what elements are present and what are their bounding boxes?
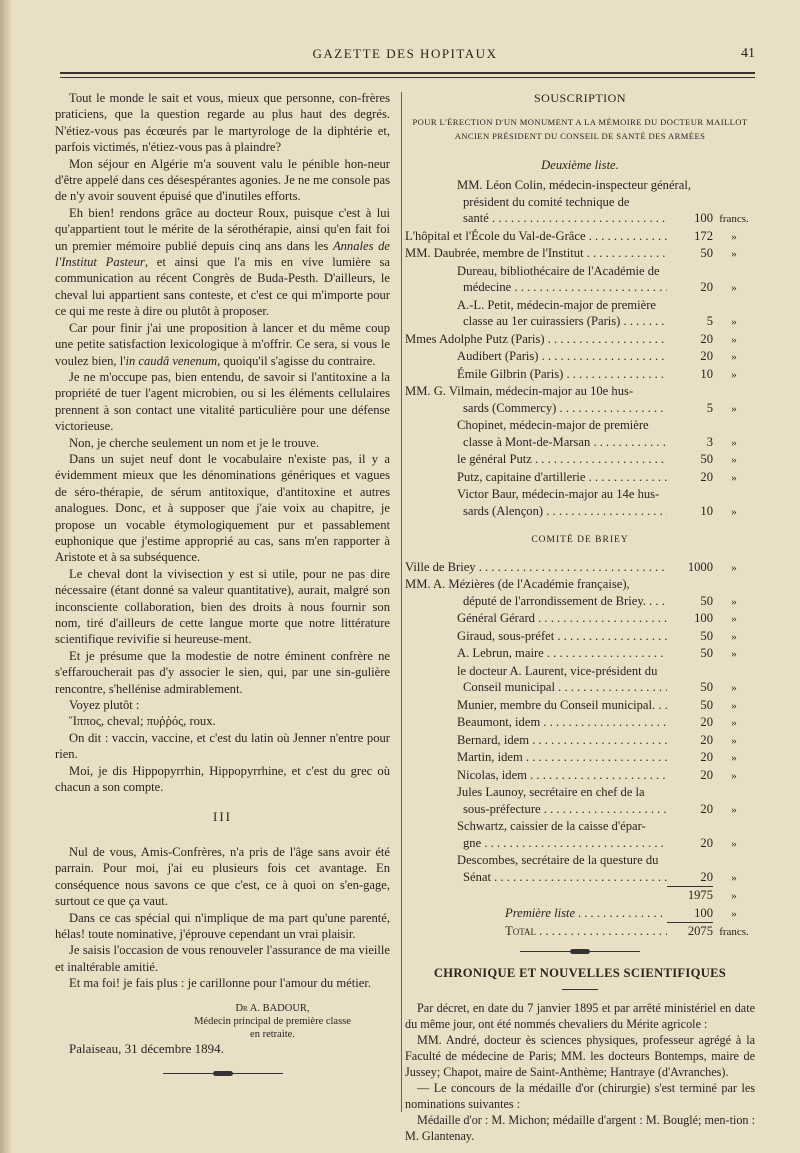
subscription-entry <box>405 469 755 487</box>
entry-unit: » <box>731 368 737 381</box>
committee-list <box>405 559 755 887</box>
page-binding-edge <box>0 0 12 1153</box>
entry-amount: 20 <box>700 869 713 884</box>
entry-amount: 100 <box>694 611 713 625</box>
paragraph: Non, je cherche seulement un nom et je le trouve. <box>69 435 320 450</box>
entry-amount: 20 <box>700 715 713 729</box>
entry-text: le docteur A. Laurent, vice-président du <box>457 663 658 678</box>
subscription-entry <box>405 714 755 732</box>
entry-amount: 5 <box>706 400 713 415</box>
entry-unit: » <box>731 648 737 660</box>
entry-label: sards (Alençon) . . . <box>405 503 667 520</box>
entry-unit: francs. <box>719 213 749 225</box>
subscription-entry <box>405 767 755 785</box>
entry-unit: » <box>731 630 737 643</box>
entry-label: sous-préfecture . . . <box>405 801 667 818</box>
entry-amount: 20 <box>700 750 713 764</box>
committee-title: COMITÉ DE BRIEY <box>531 535 629 545</box>
entry-label: Beaumont, idem . . . <box>405 714 667 731</box>
entry-text: Chopinet, médecin-major de première <box>457 418 649 432</box>
entry-label: Mmes Adolphe Putz (Paris) . . . <box>405 331 667 348</box>
entry-amount: 100 <box>694 211 713 225</box>
paragraph: Par décret, en date du 7 janvier 1895 et par arrêté ministériel en date du même jour, ont été nommés chevaliers du Mérite agricole : <box>405 1001 755 1031</box>
entry-text: Descombes, secrétaire de la questure du <box>457 853 659 867</box>
column-separator <box>401 92 402 1112</box>
total-label: Total . . . <box>405 923 667 940</box>
journal-title: GAZETTE DES HOPITAUX <box>312 46 498 61</box>
total-unit: francs. <box>719 926 749 938</box>
entry-unit: » <box>731 871 737 884</box>
entry-amount: 50 <box>700 452 713 466</box>
entry-unit: » <box>731 436 737 449</box>
signature-title2: en retraite. <box>250 1028 295 1040</box>
paragraph: Le cheval dont la vivisection y est si utile, pour ne pas dire nécessaire (étant donné sa valeur quantitative), aurait, malgré son inconsciente collaboration, bien des droits à nous fournir son nom, tiré d'ailleurs de cette langue morte que notre littérature scientifique revivifie si heureuse-ment. <box>55 566 390 647</box>
paragraph: Et je présume que la modestie de notre éminent confrère ne s'effaroucherait pas d'y associer le sien, qui, par une sin-gulière rencontre, s'hellénise admirablement. <box>55 648 390 696</box>
entry-label: MM. Daubrée, membre de l'Institut . . . <box>405 245 667 262</box>
entry-label: le général Putz . . . <box>405 451 667 468</box>
entry-label: Munier, membre du Conseil municipal. . . . <box>405 697 667 714</box>
entry-unit: » <box>731 752 737 764</box>
paragraph: Je ne m'occupe pas, bien entendu, de savoir si l'antitoxine a la propriété de tuer l'agent microbien, ou si les éléments cellulaires prennent à son contact une vitalité particulière pour une défense victorieuse. <box>55 369 390 434</box>
paragraph: Voyez plutôt : <box>69 698 140 713</box>
first-list-label: Première liste . . . <box>405 905 667 922</box>
subscription-desc: POUR L'ÉRECTION D'UN MONUMENT A LA MÉMOIRE DU DOCTEUR MAILLOT <box>412 116 748 127</box>
subscription-entry <box>405 228 755 246</box>
paragraph: Eh bien! rendons grâce au docteur Roux, puisque c'est à lui qu'appartient tout le mérite de la sérothérapie, ainsi qu'en fait foi un premier mémoire publié depuis cinq ans dans les Annales de l'Institut Pasteur, et ainsi que l'a mis en vive lumière sa communication au récent Congrès de Buda-Pesth. D'ailleurs, le cheval lui appartient sans conteste, et c'est ce qui m'importe pour ce qui me reste à dire ou plutôt à proposer. <box>55 205 391 319</box>
subscription-entry <box>405 645 755 663</box>
entry-label: Martin, idem . . . <box>405 749 667 766</box>
entry-text: Schwartz, caissier de la caisse d'épar- <box>457 819 646 833</box>
entry-unit: » <box>731 803 737 816</box>
entry-text: Victor Baur, médecin-major au 14e hus- <box>457 487 660 501</box>
entry-amount: 5 <box>706 314 713 328</box>
entry-unit: » <box>731 351 737 363</box>
entry-text: MM. Léon Colin, médecin-inspecteur général, <box>457 178 691 192</box>
entry-unit: » <box>731 282 737 294</box>
entry-label: Conseil municipal . . . <box>405 679 667 696</box>
subscription-desc2: ANCIEN PRÉSIDENT DU CONSEIL DE SANTÉ DES ARMÉES <box>454 130 706 141</box>
subscription-entry <box>405 451 755 469</box>
entry-unit: » <box>731 769 737 782</box>
entry-label: santé . . . <box>405 210 667 227</box>
entry-amount: 50 <box>700 680 713 694</box>
subscription-entry <box>405 697 755 715</box>
entry-unit: » <box>731 402 737 415</box>
entry-amount: 50 <box>700 246 713 260</box>
entry-unit: » <box>731 699 737 712</box>
entry-unit: » <box>731 248 737 260</box>
subscription-entry <box>405 732 755 750</box>
subscription-entry <box>405 366 755 384</box>
entry-unit: » <box>731 471 737 484</box>
paragraph: Moi, je dis Hippopyrrhin, Hippopyrrhine, et c'est du grec où chacun a son compte. <box>55 763 390 795</box>
ornament-divider <box>163 1071 283 1077</box>
subscription-entry <box>405 383 755 417</box>
subscription-entry <box>405 348 755 366</box>
list-title: Deuxième liste. <box>541 157 619 172</box>
chronicle-rule <box>562 989 598 990</box>
paragraph: Tout le monde le sait et vous, mieux que personne, con-frères praticiens, que la question regarde au plus haut des degrés. N'étiez-vous pas écœurés par le martyrologe de la diphtérie et, parfois victimés, n'étiez-vous pas à plaindre? <box>55 91 390 155</box>
subtotal-line <box>405 887 755 905</box>
page-number: 41 <box>741 46 755 61</box>
date-line: Palaiseau, 31 décembre 1894. <box>69 1040 224 1056</box>
entry-label: Sénat . . . <box>405 869 667 886</box>
entry-label: Nicolas, idem . . . <box>405 767 667 784</box>
entry-label: Général Gérard . . . <box>405 610 667 627</box>
entry-unit: » <box>731 613 737 625</box>
paragraph: — Le concours de la médaille d'or (chirurgie) s'est terminé par les nominations suivantes : <box>405 1081 755 1111</box>
entry-amount: 10 <box>700 366 713 381</box>
paragraph: Nul de vous, Amis-Confrères, n'a pris de l'âge sans avoir été parrain. Pour moi, j'ai eu plusieurs fois cet avantage. En conséquence nous savons ce que c'est, ce à quoi on s'en-gage, surtout ce que ça vaut. <box>55 844 390 909</box>
entry-unit: » <box>731 230 737 243</box>
entry-label: sards (Commercy) . . . <box>405 400 667 417</box>
subscription-entry <box>405 852 755 886</box>
entry-text: MM. A. Mézières (de l'Académie française), <box>405 577 630 591</box>
subscription-entry <box>405 245 755 263</box>
paragraph: On dit : vaccin, vaccine, et c'est du latin où Jenner n'entre pour rien. <box>55 730 390 762</box>
entry-amount: 172 <box>694 228 713 243</box>
entry-unit: » <box>731 595 737 608</box>
entry-amount: 50 <box>700 697 713 712</box>
entry-unit: » <box>731 333 737 346</box>
entry-text: A.-L. Petit, médecin-major de première <box>457 297 656 312</box>
page-header <box>55 44 755 68</box>
paragraph: MM. André, docteur ès sciences physiques, professeur agrégé à la Faculté de médecine de Paris; MM. les docteurs Bontemps, maire de Jussey; Chapot, maire de Saint-Anthème; Hantraye (d'Avranches). <box>405 1033 755 1079</box>
subscription-list <box>405 177 755 520</box>
entry-amount: 10 <box>700 503 713 518</box>
chronicle-title: CHRONIQUE ET NOUVELLES SCIENTIFIQUES <box>433 965 727 980</box>
paragraph: Car pour finir j'ai une proposition à lancer et du même coup une petite satisfaction lexicologique à m'offrir. Ce sera, si vous le voulez bien, l'in caudâ venenum, quoiqu'il s'agisse du contraire. <box>55 320 390 368</box>
entry-amount: 50 <box>700 646 713 660</box>
entry-unit: » <box>731 454 737 466</box>
signature-title: Médecin principal de première classe <box>194 1015 351 1027</box>
entry-amount: 20 <box>700 835 713 850</box>
subscription-entry <box>405 628 755 646</box>
entry-label: classe au 1er cuirassiers (Paris) . . . <box>405 313 667 330</box>
subscription-entry <box>405 610 755 628</box>
left-column <box>55 90 390 1077</box>
header-rule-thin <box>60 77 755 78</box>
paragraph: Médaille d'or : M. Michon; médaille d'argent : M. Bouglé; men-tion : M. Glantenay. <box>405 1113 755 1143</box>
entry-label: Émile Gilbrin (Paris) . . . <box>405 366 667 383</box>
paragraph: Mon séjour en Algérie m'a souvent valu le pénible hon-neur d'être appelé dans ces désespérantes agonies. Je ne me console pas de n'y avoir souvent épuisé que d'inutiles efforts. <box>55 156 390 204</box>
paragraph: Et ma foi! je fais plus : je carillonne pour l'amour du métier. <box>69 976 371 991</box>
journal-reference: Annales de l'Institut Pasteur <box>55 238 391 270</box>
first-list-unit: » <box>731 907 737 920</box>
subscription-entry <box>405 749 755 767</box>
entry-amount: 1000 <box>687 559 713 574</box>
subscription-entry <box>405 486 755 520</box>
first-list-line <box>405 905 755 923</box>
entry-label: A. Lebrun, maire . . . <box>405 645 667 662</box>
entry-amount: 20 <box>700 349 713 363</box>
entry-unit: » <box>731 505 737 518</box>
entry-label: gne . . . <box>405 835 667 852</box>
subscription-entry <box>405 576 755 610</box>
subscription-entry <box>405 177 755 228</box>
subtotal-amount: 1975 <box>687 888 713 902</box>
subscription-entry <box>405 331 755 349</box>
entry-label: médecine . . . <box>405 279 667 296</box>
entry-amount: 20 <box>700 732 713 747</box>
ornament-divider-right <box>520 949 640 955</box>
entry-unit: » <box>731 316 737 328</box>
first-list-amount: 100 <box>694 905 713 920</box>
entry-unit: » <box>731 734 737 747</box>
entry-label: député de l'arrondissement de Briey. . . . <box>405 593 667 610</box>
entry-amount: 20 <box>700 331 713 346</box>
latin-phrase: in caudâ venenum <box>125 353 218 368</box>
entry-label: Ville de Briey . . . <box>405 559 667 576</box>
entry-amount: 20 <box>700 767 713 782</box>
entry-label: Bernard, idem . . . <box>405 732 667 749</box>
subscription-title: SOUSCRIPTION <box>533 91 626 105</box>
entry-text: président du comité technique de <box>463 194 630 209</box>
subscription-entry <box>405 297 755 331</box>
entry-text: MM. G. Vilmain, médecin-major au 10e hus- <box>405 384 634 398</box>
subscription-entry <box>405 417 755 451</box>
entry-amount: 50 <box>700 628 713 643</box>
entry-unit: » <box>731 561 737 574</box>
entry-amount: 50 <box>700 593 713 608</box>
entry-label: L'hôpital et l'École du Val-de-Grâce . . . <box>405 228 667 245</box>
entry-label: Giraud, sous-préfet . . . <box>405 628 667 645</box>
entry-amount: 20 <box>700 469 713 484</box>
entry-text: Dureau, bibliothécaire de l'Académie de <box>457 263 660 278</box>
entry-amount: 20 <box>700 801 713 816</box>
subscription-entry <box>405 559 755 577</box>
entry-label: Audibert (Paris) . . . <box>405 348 667 365</box>
entry-unit: » <box>731 682 737 694</box>
total-amount: 2075 <box>687 924 713 938</box>
signature-block <box>55 1002 390 1041</box>
entry-unit: » <box>731 717 737 729</box>
entry-label: Putz, capitaine d'artillerie . . . <box>405 469 667 486</box>
entry-text: Jules Launoy, secrétaire en chef de la <box>457 785 645 799</box>
subscription-entry <box>405 263 755 297</box>
subtotal-unit: » <box>731 890 737 902</box>
entry-unit: » <box>731 837 737 850</box>
subscription-entry <box>405 818 755 852</box>
signature-name: Dr A. BADOUR, <box>235 1002 310 1014</box>
subscription-entry <box>405 663 755 697</box>
right-column <box>405 90 755 1144</box>
header-rule <box>60 72 755 74</box>
entry-label: classe à Mont-de-Marsan . . . <box>405 434 667 451</box>
section-number: III <box>213 809 232 825</box>
subscription-entry <box>405 784 755 818</box>
paragraph: Dans ce cas spécial qui n'implique de ma part qu'une parenté, hélas! toute nominative, j'éprouve cependant un vrai plaisir. <box>55 910 390 941</box>
paragraph: Dans un sujet neuf dont le vocabulaire n'existe pas, il y a évidemment mieux que les dénominations génériques et vagues de séro-thérapie, de sérum antitoxique, d'antitoxine et autres analogues. Donc, et à supposer que j'aie voix au chapitre, je propose un vocable étymologiquement pur et passablement euphonique que j'estime approprié au cas, sans m'en rapporter à Aristote et à sa subséquence. <box>55 451 390 565</box>
entry-amount: 3 <box>706 434 713 449</box>
chronicle-body <box>405 1000 755 1144</box>
entry-amount: 20 <box>700 280 713 294</box>
greek-line: Ἵππος, cheval; πυῤῥός, roux. <box>69 714 216 729</box>
paragraph: Je saisis l'occasion de vous renouveler l'assurance de ma vieille et inaltérable amitié. <box>55 943 390 974</box>
total-line <box>405 923 755 941</box>
